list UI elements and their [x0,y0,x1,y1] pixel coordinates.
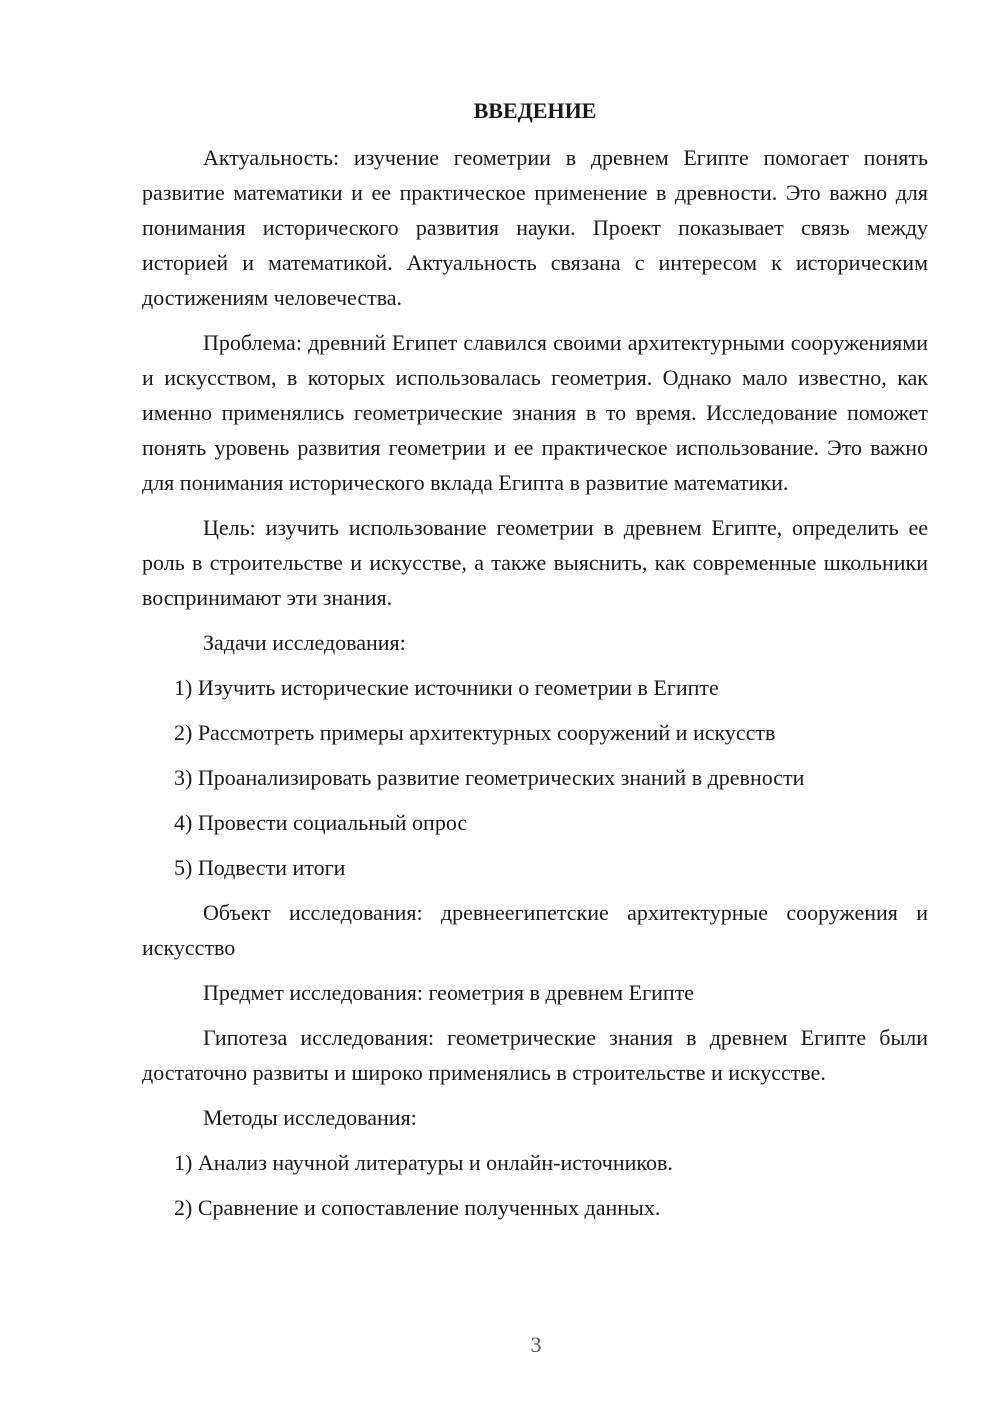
document-page [142,96,928,1235]
list-item: 1) Изучить исторические источники о геометрии в Египте [174,675,719,700]
tasks-heading: Задачи исследования: [203,630,406,655]
list-item: 3) Проанализировать развитие геометрических знаний в древности [174,765,805,790]
section-title: ВВЕДЕНИЕ [473,98,597,123]
paragraph-goal: Цель: изучить использование геометрии в древнем Египте, определить ее роль в строительстве и искусстве, а также выяснить, как современные школьники воспринимают эти знания. [142,515,928,610]
tasks-list [142,670,928,885]
list-item: 1) Анализ научной литературы и онлайн-источников. [174,1150,673,1175]
paragraph-hypothesis: Гипотеза исследования: геометрические знания в древнем Египте были достаточно развиты и широко применялись в строительстве и искусстве. [142,1025,928,1085]
methods-heading: Методы исследования: [203,1105,417,1130]
list-item: 4) Провести социальный опрос [174,810,468,835]
list-item: 2) Сравнение и сопоставление полученных данных. [174,1195,661,1220]
paragraph-subject: Предмет исследования: геометрия в древнем Египте [203,980,695,1005]
list-item: 5) Подвести итоги [174,855,346,880]
methods-list [142,1145,928,1225]
paragraph-relevance: Актуальность: изучение геометрии в древнем Египте помогает понять развитие математики и ее практическое применение в древности. Это важно для понимания исторического развития науки. Проект показывает связь между историей и математикой. Актуальность связана с интересом к историческим достижениям человечества. [142,145,928,310]
page-number: 3 [530,1332,542,1357]
list-item: 2) Рассмотреть примеры архитектурных сооружений и искусств [174,720,776,745]
paragraph-problem: Проблема: древний Египет славился своими архитектурными сооружениями и искусством, в которых использовалась геометрия. Однако мало известно, как именно применялись геометрические знания в то время. Исследование поможет понять уровень развития геометрии и ее практическое использование. Это важно для понимания исторического вклада Египта в развитие математики. [142,330,928,495]
paragraph-object: Объект исследования: древнеегипетские архитектурные сооружения и искусство [142,900,928,960]
